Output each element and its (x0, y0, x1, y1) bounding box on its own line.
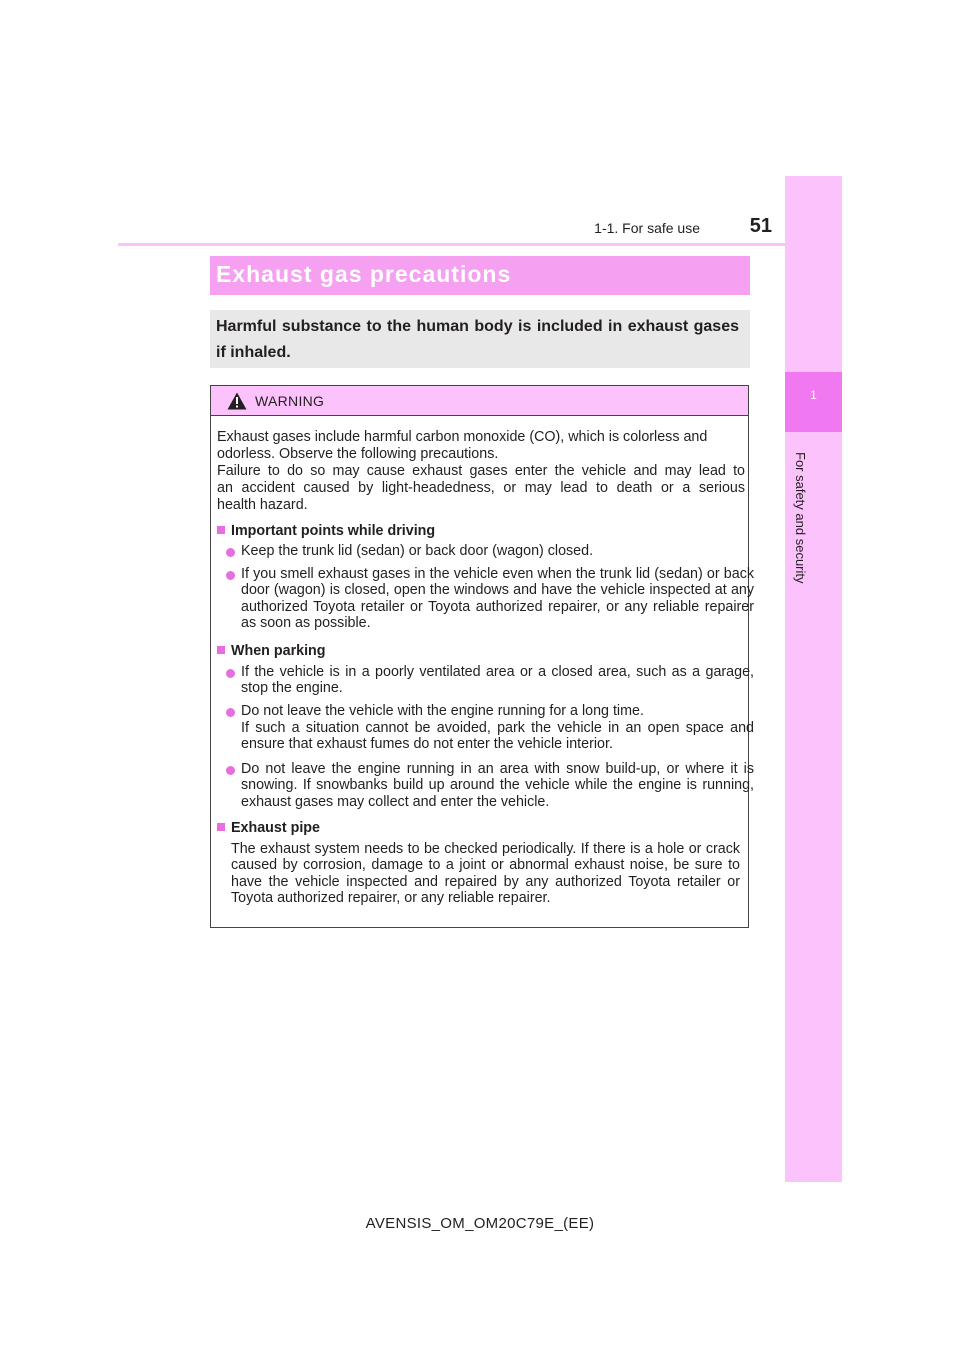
square-bullet-icon (217, 646, 225, 654)
intro-text: Harmful substance to the human body is included in exhaust gases if inhaled. (216, 318, 739, 361)
chapter-label: For safety and security (793, 452, 808, 584)
page-number: 51 (749, 215, 772, 237)
warning-header (211, 386, 748, 416)
warning-body-line: health hazard. (217, 497, 308, 513)
square-bullet-icon (217, 526, 225, 534)
chapter-tab-active-marker (785, 372, 842, 432)
bullet-dot-icon (226, 548, 235, 557)
header-rule (118, 243, 842, 246)
warning-body-line: Failure to do so may cause exhaust gases enter the vehicle and may lead to (217, 463, 745, 479)
exhaust-pipe-text: The exhaust system needs to be checked periodically. If there is a hole or crack caused by corrosion, damage to a joint or abnormal exhaust noise, be sure to have the vehicle inspected and repaired by any authorized Toyota retailer or Toyota authorized repairer, or any reliable repairer. (231, 841, 740, 906)
bullet-text: Keep the trunk lid (sedan) or back door (wagon) closed. (241, 543, 594, 559)
subheading-parking: When parking (217, 643, 326, 659)
document-code: AVENSIS_OM_OM20C79E_(EE) (365, 1215, 595, 1232)
section-label: 1-1. For safe use (594, 220, 700, 236)
warning-box (210, 385, 754, 928)
bullet-dot-icon (226, 708, 235, 717)
subheading-exhaust-pipe: Exhaust pipe (217, 820, 320, 836)
bullet-text: Do not leave the engine running in an area with snow build-up, or where it is snowing. If snowbanks build up around the vehicle while the engine is running, exhaust gases may collect and enter the vehicle. (241, 761, 754, 810)
subheading-driving: Important points while driving (217, 523, 435, 539)
bullet-text: If you smell exhaust gases in the vehicle even when the trunk lid (sedan) or back door (wagon) is closed, open the windows and have the vehicle inspected at any authorized Toyota retailer or Toyota authorized repairer, or any reliable repairer as soon as possible. (241, 566, 754, 631)
bullet-continuation: If such a situation cannot be avoided, park the vehicle in an open space and ensure that exhaust fumes do not enter the vehicle interior. (241, 720, 754, 753)
bullet-dot-icon (226, 669, 235, 678)
chapter-number: 1 (810, 388, 817, 402)
warning-body-line: Exhaust gases include harmful carbon monoxide (CO), which is colorless and (217, 429, 708, 445)
page-title: Exhaust gas precautions (216, 261, 512, 287)
bullet-dot-icon (226, 571, 235, 580)
warning-body-line: an accident caused by light-headedness, or may lead to death or a serious (217, 480, 745, 496)
bullet-text: If the vehicle is in a poorly ventilated area or a closed area, such as a garage, stop the engine. (241, 664, 754, 697)
warning-triangle-icon (227, 392, 247, 410)
bullet-text: Do not leave the vehicle with the engine running for a long time. (241, 703, 644, 719)
warning-label: WARNING (255, 393, 325, 409)
chapter-side-tab (785, 176, 842, 1182)
warning-body-line: odorless. Observe the following precautions. (217, 446, 499, 462)
bullet-dot-icon (226, 766, 235, 775)
square-bullet-icon (217, 823, 225, 831)
